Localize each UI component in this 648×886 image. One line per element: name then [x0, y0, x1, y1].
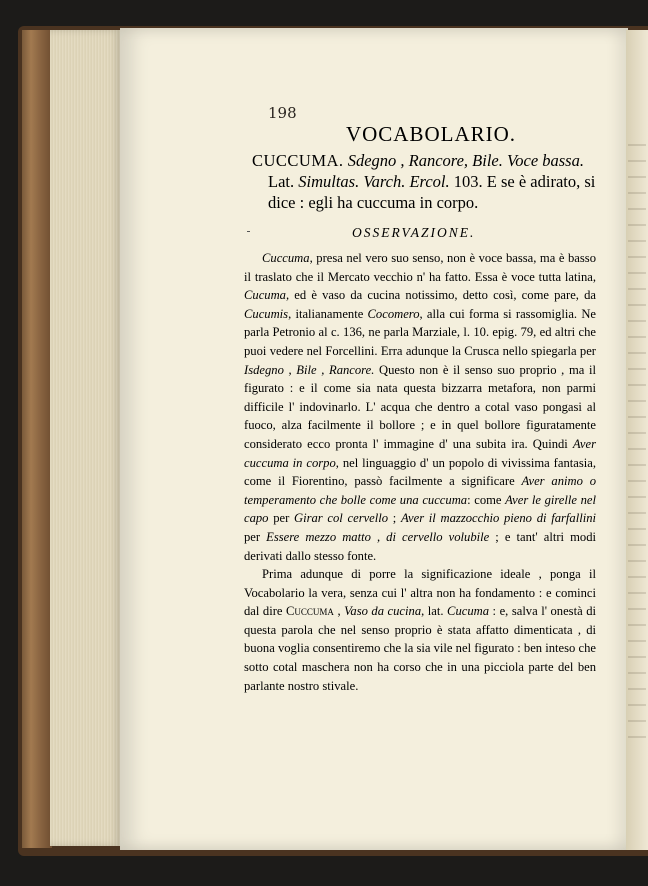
observation-paragraph-1 — [244, 249, 596, 565]
text-run: , nel linguaggio d' un popolo di vivissima fantasia, come il Fiorentino, passò facilmente a significare — [244, 455, 596, 489]
text-run: Cuccuma, — [262, 251, 313, 265]
text-run: , alla cui forma si rassomiglia. Ne parla Petronio al c. 136, ne parla Marziale, l. 10. epig. 79, ed altri che puoi vedere nel Forcellini. Erra adunque la Crusca nello spiegarla per — [244, 306, 597, 358]
entry-definition: Sdegno , Rancore, Bile. Voce bassa. — [347, 151, 584, 170]
text-run: Cucuma, — [244, 288, 290, 303]
text-run: Cuccuma — [286, 604, 334, 619]
dictionary-entry — [252, 150, 602, 213]
text-run: Vaso da cucina — [344, 604, 422, 619]
text-run: Cucuma — [447, 604, 490, 619]
text-run: per — [244, 529, 267, 544]
entry-line2-b: 103. E se è adirato, — [449, 172, 581, 191]
text-run: : come — [467, 492, 506, 507]
entry-line3: si dice : egli ha cuccuma in corpo. — [268, 172, 596, 212]
text-run: ed è vaso da cucina notissimo, detto così, come pare, da — [289, 288, 596, 303]
observation-title: OSSERVAZIONE. — [352, 225, 476, 240]
entry-line2-italic: Simultas. Varch. Ercol. — [298, 172, 450, 191]
text-run: Aver animo o temperamento che bolle come una cuccuma — [244, 474, 596, 507]
text-run: Cocomero — [367, 306, 420, 321]
text-run: Questo non è il senso suo proprio , ma il figurato : e il come sia nata questa bizzarra metafora, non parmi difficile l' indovinarlo. L' acqua che dentro a cotal vaso pongasi al fuoco, alza facilmente il bollore ; e in quel bollore figuratamente considerato ecco pronta l' immagine d' una subita ira. Quindi — [244, 362, 596, 451]
page-edges — [50, 30, 122, 846]
running-head: VOCABOLARIO. — [345, 122, 517, 146]
text-run: ; e tant' altri modi derivati dallo stesso fonte. — [244, 529, 596, 563]
text-run: Prima adunque di porre la significazione ideale , ponga il Vocabolario la vera, senza cui l' altra non ha fondamento : e cominci dal dire — [244, 567, 596, 619]
observation-body — [244, 249, 596, 695]
text-run: presa nel vero suo senso, non è voce bassa, ma è basso il traslato che il Mercato vecchio n' ha fatto. Essa è voce tutta latina, — [244, 251, 596, 284]
text-run: , lat. — [421, 604, 448, 619]
text-run: ; — [388, 511, 402, 526]
text-run: , italianamente — [288, 306, 368, 321]
observation-paragraph-2 — [244, 565, 596, 695]
entry-headword: CUCCUMA. — [252, 151, 344, 170]
text-run: Girar col cervello — [294, 511, 389, 526]
text-run: Isdegno , Bile , Rancore. — [244, 362, 375, 377]
text-run: : e, salva l' onestà di questa parola che nel senso proprio è stata affatto dimenticata , di buona voglia consentiremo che la sia vile nel figurato : ben inteso che sotto cotal maschera non ha corso che in una picciola parte del ben parlante nostro stivale. — [244, 604, 596, 693]
book-spine-edge — [22, 30, 52, 848]
facing-page-text-shadow — [628, 130, 646, 750]
text-run: per — [268, 511, 294, 526]
text-run: Cucumis — [244, 306, 289, 321]
text-run: Aver le girelle nel capo — [244, 492, 596, 526]
text-run: Aver il mazzocchio pieno di farfallini — [401, 511, 596, 526]
text-run: Essere mezzo matto , di cervello volubile — [266, 529, 490, 544]
page-number: 198 — [268, 104, 297, 122]
entry-line2-a: Lat. — [268, 172, 299, 191]
text-run: , — [333, 604, 345, 619]
text-run: Aver cuccuma in corpo — [244, 436, 596, 470]
margin-mark — [247, 231, 250, 232]
